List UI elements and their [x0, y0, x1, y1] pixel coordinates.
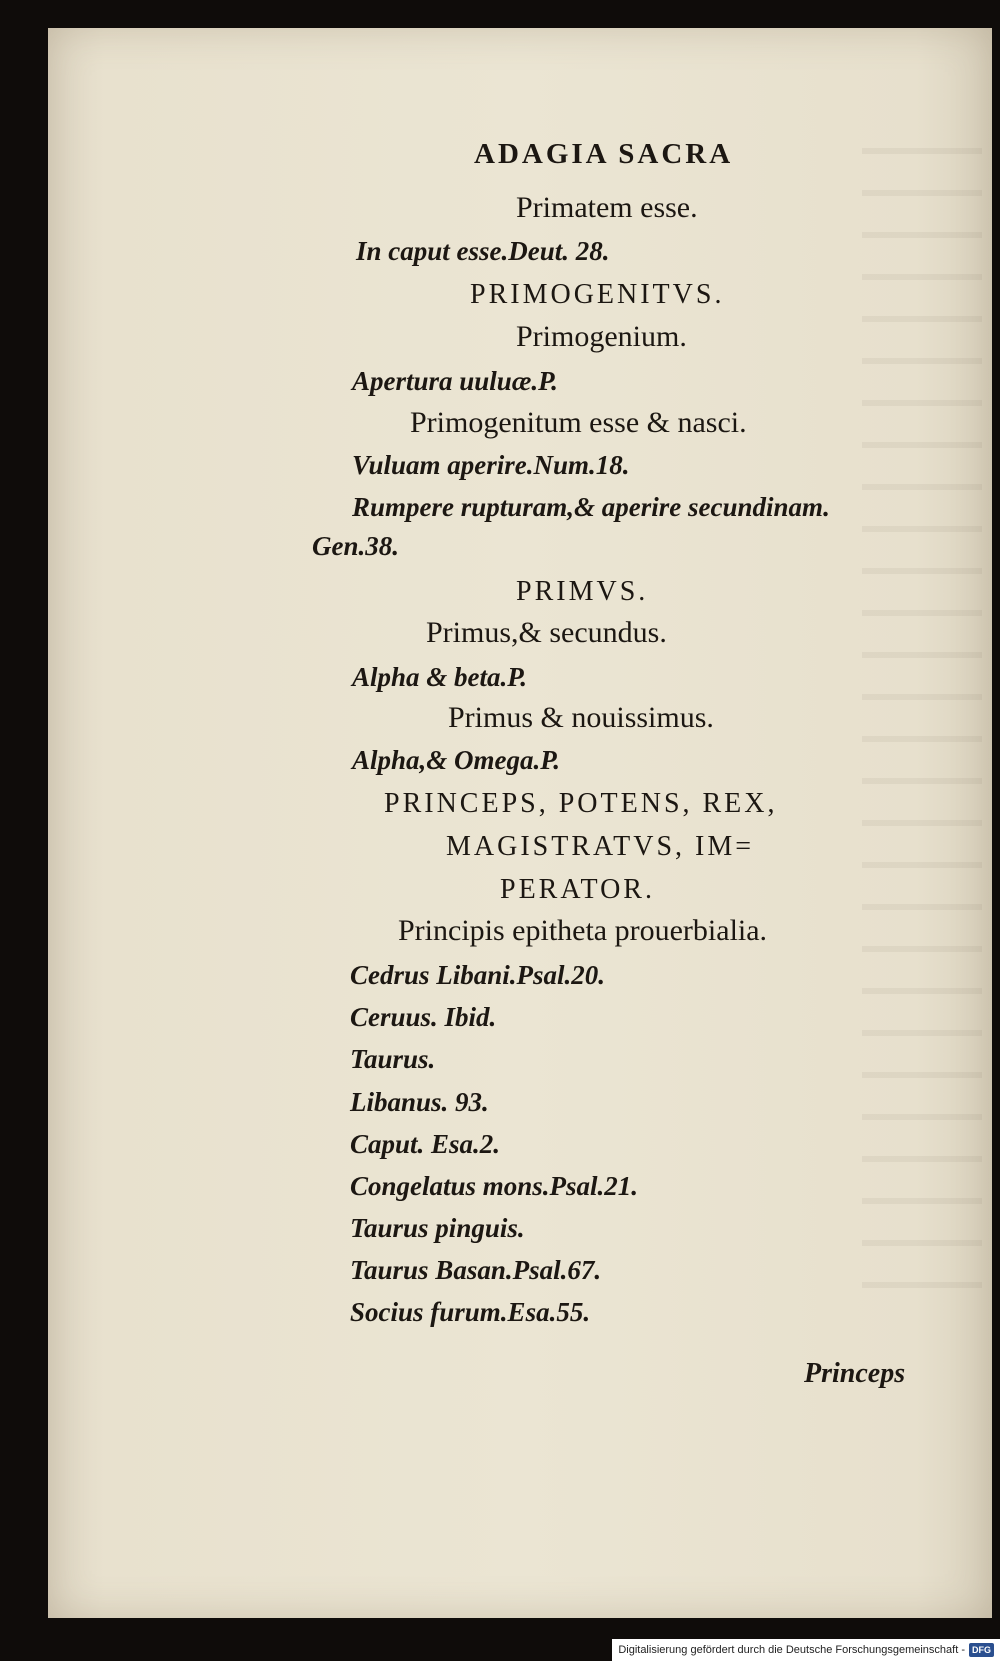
text-line-26: Taurus Basan.Psal.67.: [350, 1255, 602, 1285]
bleed-through-shadow: [862, 118, 982, 1318]
text-line-16: MAGISTRATVS, IM=: [446, 831, 755, 862]
text-line-25: Taurus pinguis.: [350, 1213, 525, 1243]
text-line-19: Cedrus Libani.Psal.20.: [350, 960, 606, 990]
text-line-9: Gen.38.: [312, 531, 399, 561]
text-line-8: Rumpere rupturam,& aperire secundinam.: [352, 492, 830, 522]
digitization-credit-bar: [612, 1639, 1000, 1661]
text-line-2: In caput esse.Deut. 28.: [356, 236, 610, 266]
text-line-23: Caput. Esa.2.: [350, 1129, 501, 1159]
text-line-1: Primatem esse.: [516, 191, 698, 224]
text-line-15: PRINCEPS, POTENS, REX,: [384, 788, 778, 819]
text-line-21: Taurus.: [350, 1044, 436, 1074]
text-line-24: Congelatus mons.Psal.21.: [350, 1171, 639, 1201]
book-page: [48, 28, 992, 1618]
text-line-22: Libanus. 93.: [350, 1087, 489, 1117]
text-line-13: Primus & nouissimus.: [448, 701, 714, 734]
text-line-12: Alpha & beta.P.: [352, 662, 528, 692]
text-line-18: Principis epitheta prouerbialia.: [398, 914, 768, 947]
running-head: ADAGIA SACRA: [474, 138, 734, 170]
text-line-3: PRIMOGENITVS.: [470, 279, 725, 310]
text-line-27: Socius furum.Esa.55.: [350, 1297, 591, 1327]
text-line-10: PRIMVS.: [516, 576, 649, 607]
text-line-17: PERATOR.: [500, 874, 655, 905]
text-line-20: Ceruus. Ibid.: [350, 1002, 497, 1032]
text-line-6: Primogenitum esse & nasci.: [410, 406, 747, 439]
text-line-11: Primus,& secundus.: [426, 616, 667, 649]
text-line-5: Apertura uuluæ.P.: [352, 366, 558, 396]
dfg-logo-icon: DFG: [969, 1643, 994, 1657]
text-line-14: Alpha,& Omega.P.: [352, 745, 561, 775]
credit-text: Digitalisierung gefördert durch die Deutsche Forschungsgemeinschaft -: [618, 1644, 965, 1656]
text-line-4: Primogenium.: [516, 320, 687, 353]
catchword: Princeps: [804, 1358, 906, 1389]
text-line-7: Vuluam aperire.Num.18.: [352, 450, 630, 480]
